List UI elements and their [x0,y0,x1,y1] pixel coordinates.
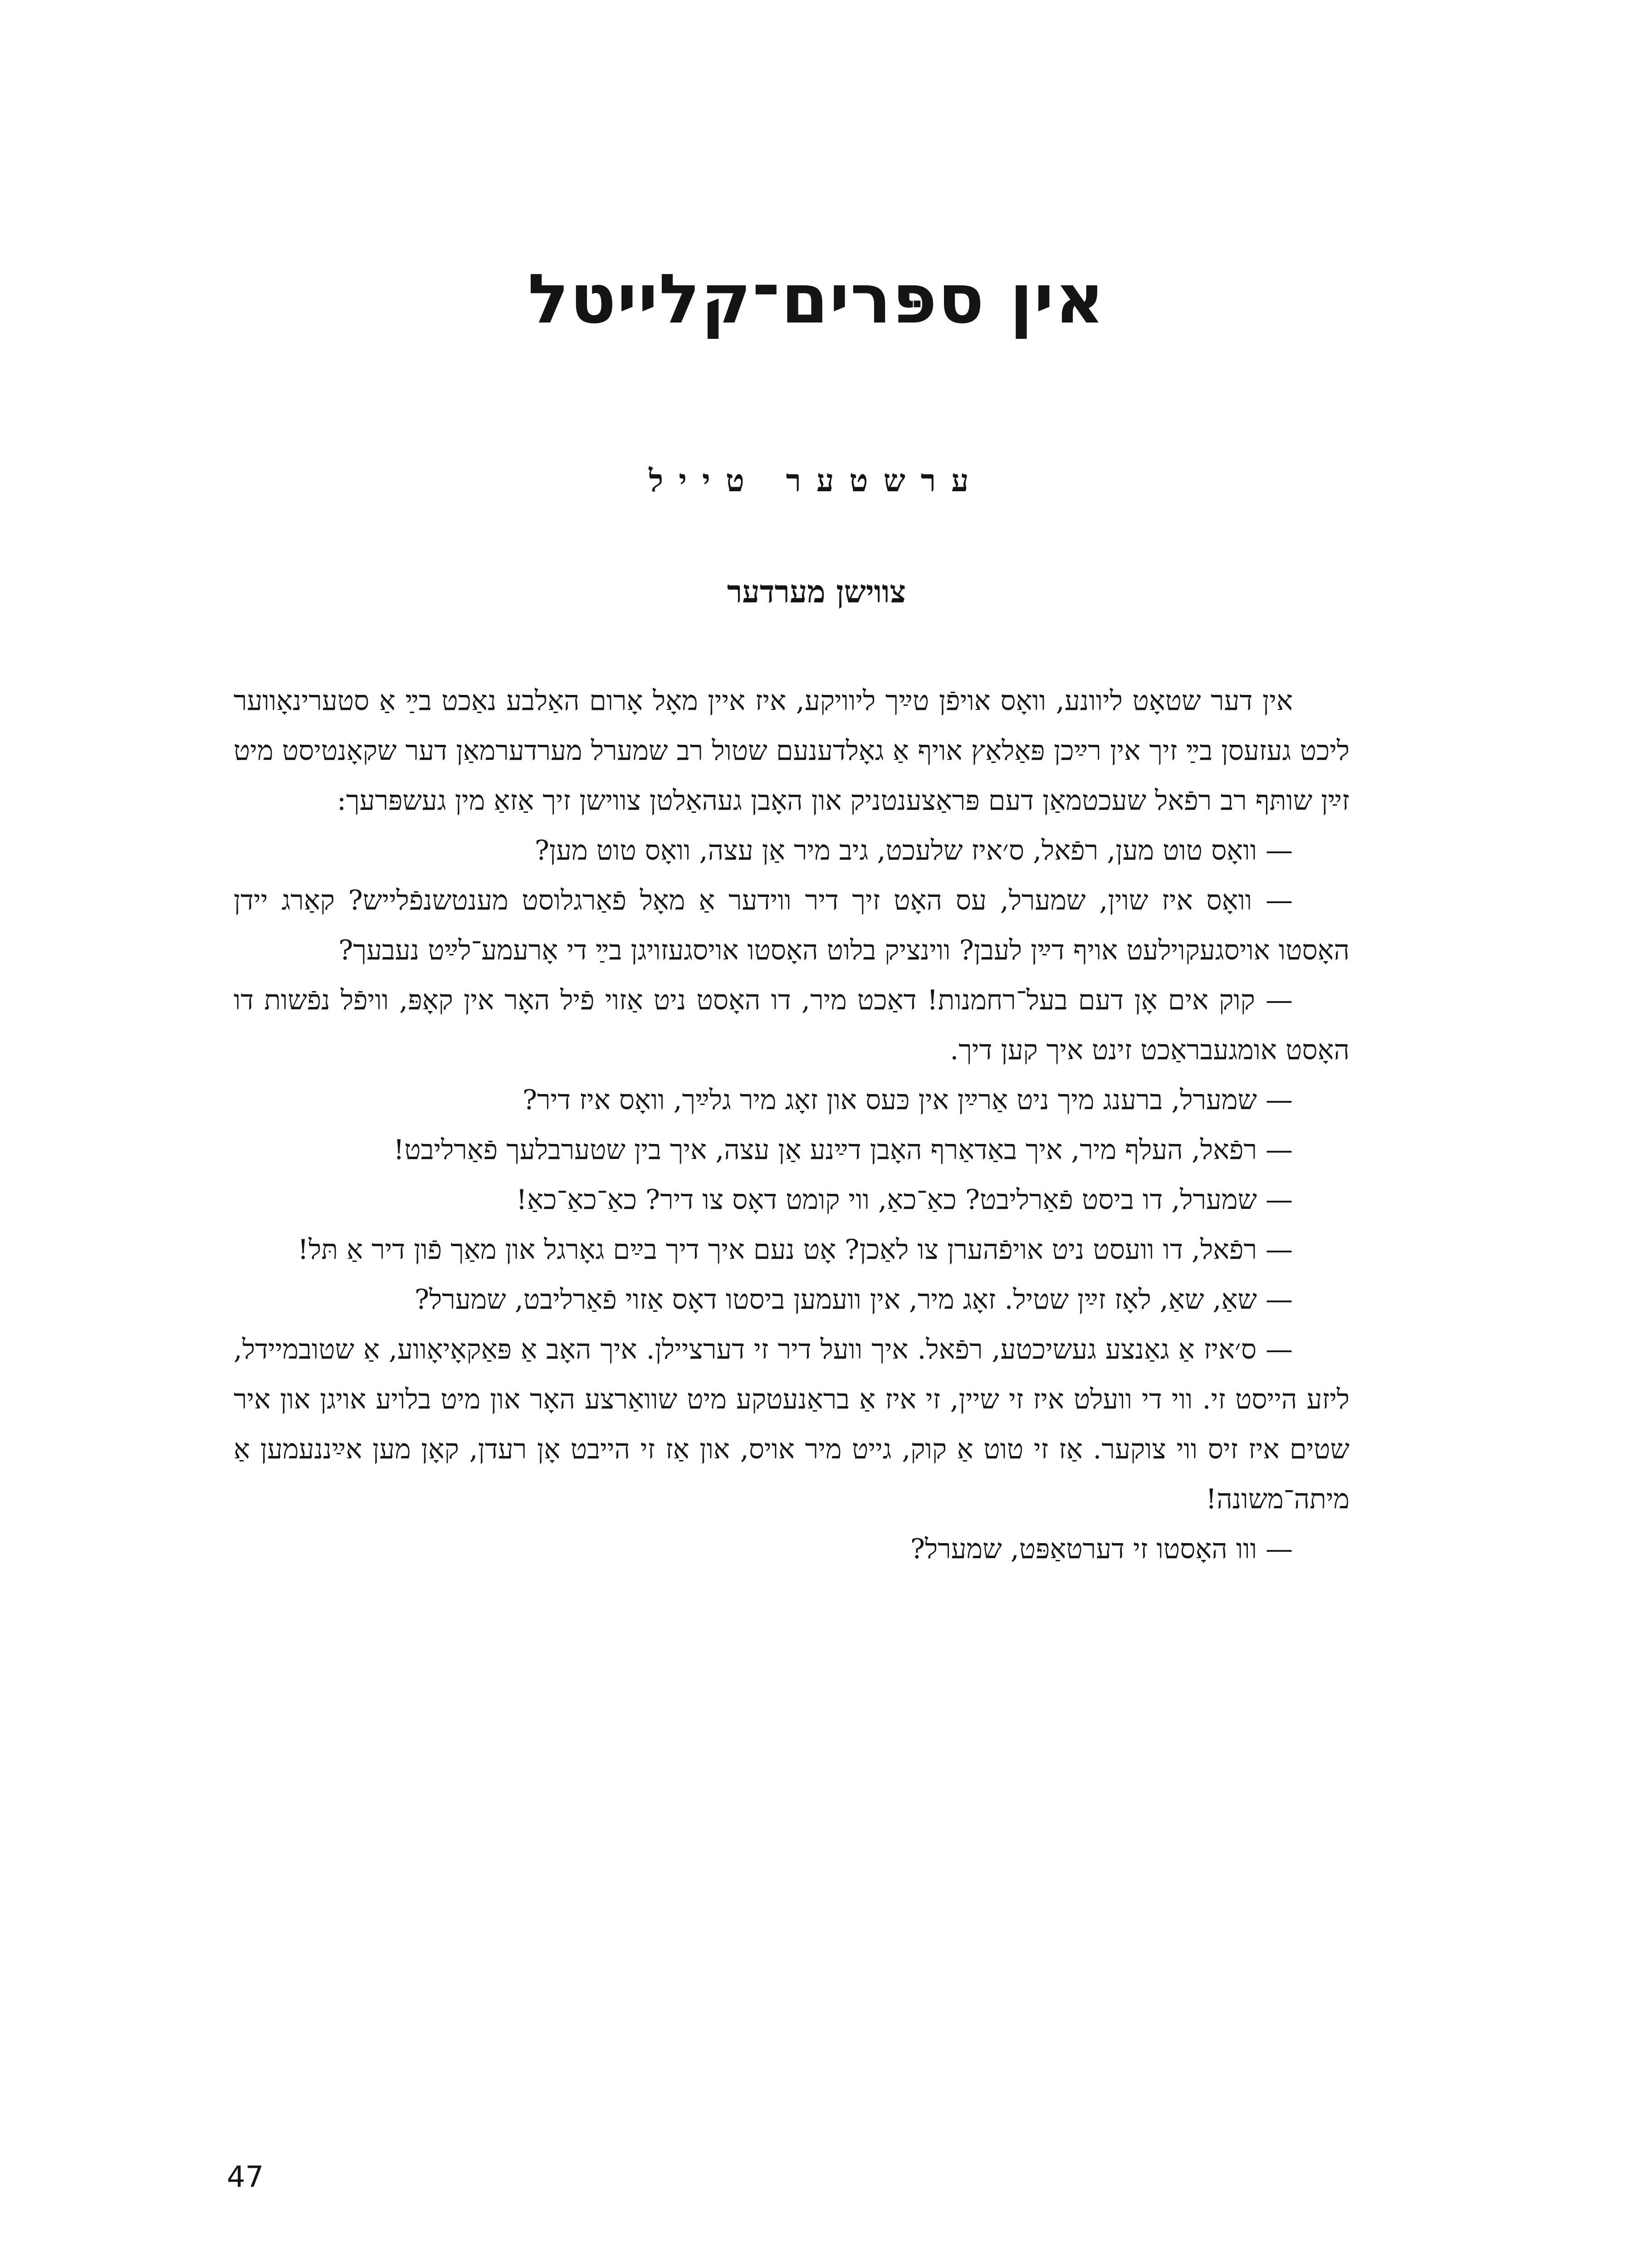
paragraph-5: — שמערל, ברענג מיך ניט אַרײַן אין כּעס און זאָג מיר גלײַך, וואָס איז דיר? [522,1084,1293,1116]
paragraph-6: — רפֿאל, העלף מיר, איך באַדאַרף האָבן דײַנע אַן עצה, איך בין שטערבלעך פֿאַרליבט! [393,1134,1293,1166]
body-text [234,676,1349,1574]
part-heading: ערשטער טייל [649,463,984,499]
paragraph-2: — וואָס טוט מען, רפֿאל, ס׳איז שלעכט, גיב מיר אַן עצה, וואָס טוט מען? [534,835,1293,866]
paragraph-3: — וואָס איז שוין, שמערל, עס האָט זיך דיר ווידער אַ מאָל פֿאַרגלוסט מענטשנפֿלייש? קאַרג יידן האָסטו אויסגעקוילעט אויף דײַן לעבן? ווינציק בלוט האָסטו אויסגעזויגן בײַ די אָרעמע־לײַט נעבעך? [234,885,1349,966]
paragraph-7: — שמערל, דו ביסט פֿאַרליבט? כאַ־כאַ, ווי קומט דאָס צו דיר? כאַ־כאַ־כאַ! [516,1184,1293,1216]
paragraph-8: — רפֿאל, דו וועסט ניט אויפֿהערן צו לאַכן? אָט נעם איך דיך בײַם גאָרגל און מאַך פֿון דיר אַ תּל! [298,1234,1293,1266]
chapter-heading: צווישן מערדער [727,574,906,610]
paragraph-10: — ס׳איז אַ גאַנצע געשיכטע, רפֿאל. איך וועל דיר זי דערציילן. איך האָב אַ פּאַקאָיאָווע, אַ שטובמיידל, ליזע הייסט זי. ווי די וועלט איז זי שיין, זי איז אַ בראַנעטקע מיט שוואַרצע האָר און מיט בלויע אויגן און איר שטים איז זיס ווי צוקער. אַז זי טוט אַ קוק, גייט מיר אויס, און אַז זי הייבט אָן רעדן, קאָן מען אײַננעמען אַ מיתה־משונה! [234,1334,1349,1515]
paragraph-4: — קוק אים אָן דעם בעל־רחמנות! דאַכט מיר, דו האָסט ניט אַזוי פֿיל האָר אין קאָפּ, וויפֿל נפֿשות דו האָסט אומגעבראַכט זינט איך קען דיך. [234,984,1349,1066]
paragraph-11: — ווו האָסטו זי דערטאַפּט, שמערל? [910,1533,1293,1565]
page-number: 47 [227,2160,264,2194]
paragraph-9: — שאַ, שאַ, לאָז זײַן שטיל. זאָג מיר, אין וועמען ביסטו דאָס אַזוי פֿאַרליבט, שמערל? [415,1284,1293,1315]
paragraph-1: אין דער שטאָט ליוונע, וואָס אויפֿן טײַך ליוויקע, איז איין מאָל אָרום האַלבע נאַכט בײַ אַ סטערינאָווער ליכט געזעסן בײַ זיך אין רײַכן פּאַלאַץ אויף אַ גאָלדענעם שטול רב שמערל מערדערמאַן דער שקאָנטיסט מיט זײַן שותּף רב רפֿאל שעכטמאַן דעם פּראַצענטניק און האָבן געהאַלטן צווישן זיך אַזאַ מין געשפּרעך: [234,685,1349,816]
page-title: אין ספּרים־קלייטל [528,260,1105,339]
